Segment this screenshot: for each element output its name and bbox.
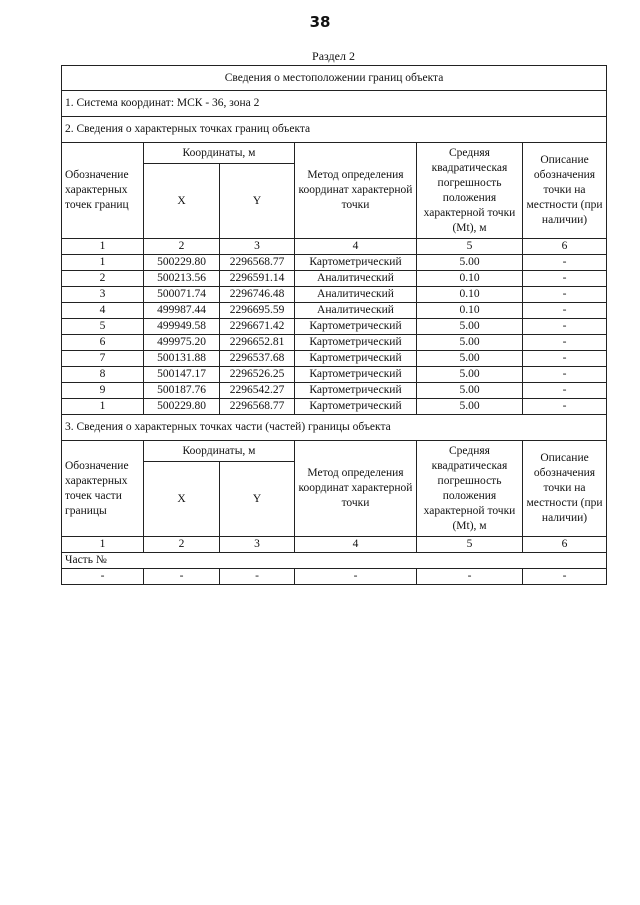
point-description: - [523,399,607,415]
header-x: X [144,462,220,537]
part-column-numbers-row [62,537,607,553]
point-number: 7 [62,351,144,367]
point-y: 2296746.48 [220,287,295,303]
point-method: Картометрический [295,399,417,415]
page-number: 38 [309,13,331,31]
header-error: Средняя квадратическая погрешность положения характерной точки (Mt), м [417,143,523,239]
column-number: 4 [295,239,417,255]
point-y: 2296695.59 [220,303,295,319]
header-designation-part: Обозначение характерных точек части границы [62,441,144,537]
column-number: 1 [62,537,144,553]
point-y: 2296542.27 [220,383,295,399]
point-x: 500229.80 [144,399,220,415]
point-x: 499987.44 [144,303,220,319]
point-x: 500131.88 [144,351,220,367]
point-number: 4 [62,303,144,319]
column-number: 6 [523,239,607,255]
table-row [62,351,607,367]
section-label: Раздел 2 [312,49,355,63]
point-method: Картометрический [295,319,417,335]
point-x: 500147.17 [144,367,220,383]
table-title: Сведения о местоположении границ объекта [62,66,607,91]
part-cell: - [417,569,523,585]
point-error: 5.00 [417,399,523,415]
point-method: Картометрический [295,351,417,367]
point-y: 2296652.81 [220,335,295,351]
table-title-row [62,66,607,91]
coord-system: 1. Система координат: МСК - 36, зона 2 [62,91,607,117]
table-row [62,303,607,319]
column-number: 4 [295,537,417,553]
part-data-row [62,569,607,585]
point-number: 5 [62,319,144,335]
point-method: Аналитический [295,303,417,319]
point-error: 5.00 [417,319,523,335]
point-description: - [523,255,607,271]
point-x: 500071.74 [144,287,220,303]
point-error: 0.10 [417,271,523,287]
header-designation: Обозначение характерных точек границ [62,143,144,239]
column-number: 6 [523,537,607,553]
point-description: - [523,351,607,367]
table-row [62,367,607,383]
header-method: Метод определения координат характерной точки [295,143,417,239]
part-cell: - [220,569,295,585]
part-cell: - [62,569,144,585]
header-coordinates: Координаты, м [144,143,295,164]
point-description: - [523,303,607,319]
column-number: 5 [417,239,523,255]
point-method: Картометрический [295,383,417,399]
point-error: 5.00 [417,383,523,399]
point-method: Аналитический [295,271,417,287]
point-x: 500229.80 [144,255,220,271]
point-description: - [523,319,607,335]
point-number: 9 [62,383,144,399]
point-method: Картометрический [295,367,417,383]
point-error: 5.00 [417,255,523,271]
point-number: 8 [62,367,144,383]
point-error: 0.10 [417,287,523,303]
point-number: 1 [62,255,144,271]
header-x: X [144,164,220,239]
point-y: 2296526.25 [220,367,295,383]
point-y: 2296568.77 [220,399,295,415]
header-method: Метод определения координат характерной точки [295,441,417,537]
column-numbers-row [62,239,607,255]
header-y: Y [220,164,295,239]
column-number: 2 [144,537,220,553]
column-number: 3 [220,239,295,255]
point-number: 6 [62,335,144,351]
part-label-row [62,553,607,569]
point-description: - [523,367,607,383]
point-description: - [523,335,607,351]
header-error: Средняя квадратическая погрешность положения характерной точки (Mt), м [417,441,523,537]
point-x: 500213.56 [144,271,220,287]
table-row [62,271,607,287]
part-label: Часть № [62,553,607,569]
part-cell: - [523,569,607,585]
part-cell: - [295,569,417,585]
column-number: 2 [144,239,220,255]
header-description: Описание обозначения точки на местности (при наличии) [523,143,607,239]
section2-title-row [62,117,607,143]
point-number: 3 [62,287,144,303]
header-coordinates: Координаты, м [144,441,295,462]
point-y: 2296537.68 [220,351,295,367]
coord-system-row [62,91,607,117]
part-cell: - [144,569,220,585]
point-x: 500187.76 [144,383,220,399]
part-header-row-top [62,441,607,462]
point-x: 499975.20 [144,335,220,351]
point-y: 2296591.14 [220,271,295,287]
point-x: 499949.58 [144,319,220,335]
table-row [62,287,607,303]
table-row [62,399,607,415]
point-method: Картометрический [295,255,417,271]
table-row [62,255,607,271]
point-method: Аналитический [295,287,417,303]
header-y: Y [220,462,295,537]
table-row [62,335,607,351]
boundary-table [61,65,607,585]
point-error: 5.00 [417,335,523,351]
section3-title: 3. Сведения о характерных точках части (частей) границы объекта [62,415,607,441]
point-error: 0.10 [417,303,523,319]
section3-title-row [62,415,607,441]
point-number: 2 [62,271,144,287]
point-error: 5.00 [417,351,523,367]
point-description: - [523,287,607,303]
point-number: 1 [62,399,144,415]
column-number: 5 [417,537,523,553]
point-error: 5.00 [417,367,523,383]
table-row [62,383,607,399]
section2-title: 2. Сведения о характерных точках границ объекта [62,117,607,143]
point-method: Картометрический [295,335,417,351]
point-description: - [523,383,607,399]
point-description: - [523,271,607,287]
header-row-top [62,143,607,164]
column-number: 3 [220,537,295,553]
point-y: 2296568.77 [220,255,295,271]
column-number: 1 [62,239,144,255]
table-row [62,319,607,335]
point-y: 2296671.42 [220,319,295,335]
header-description: Описание обозначения точки на местности (при наличии) [523,441,607,537]
